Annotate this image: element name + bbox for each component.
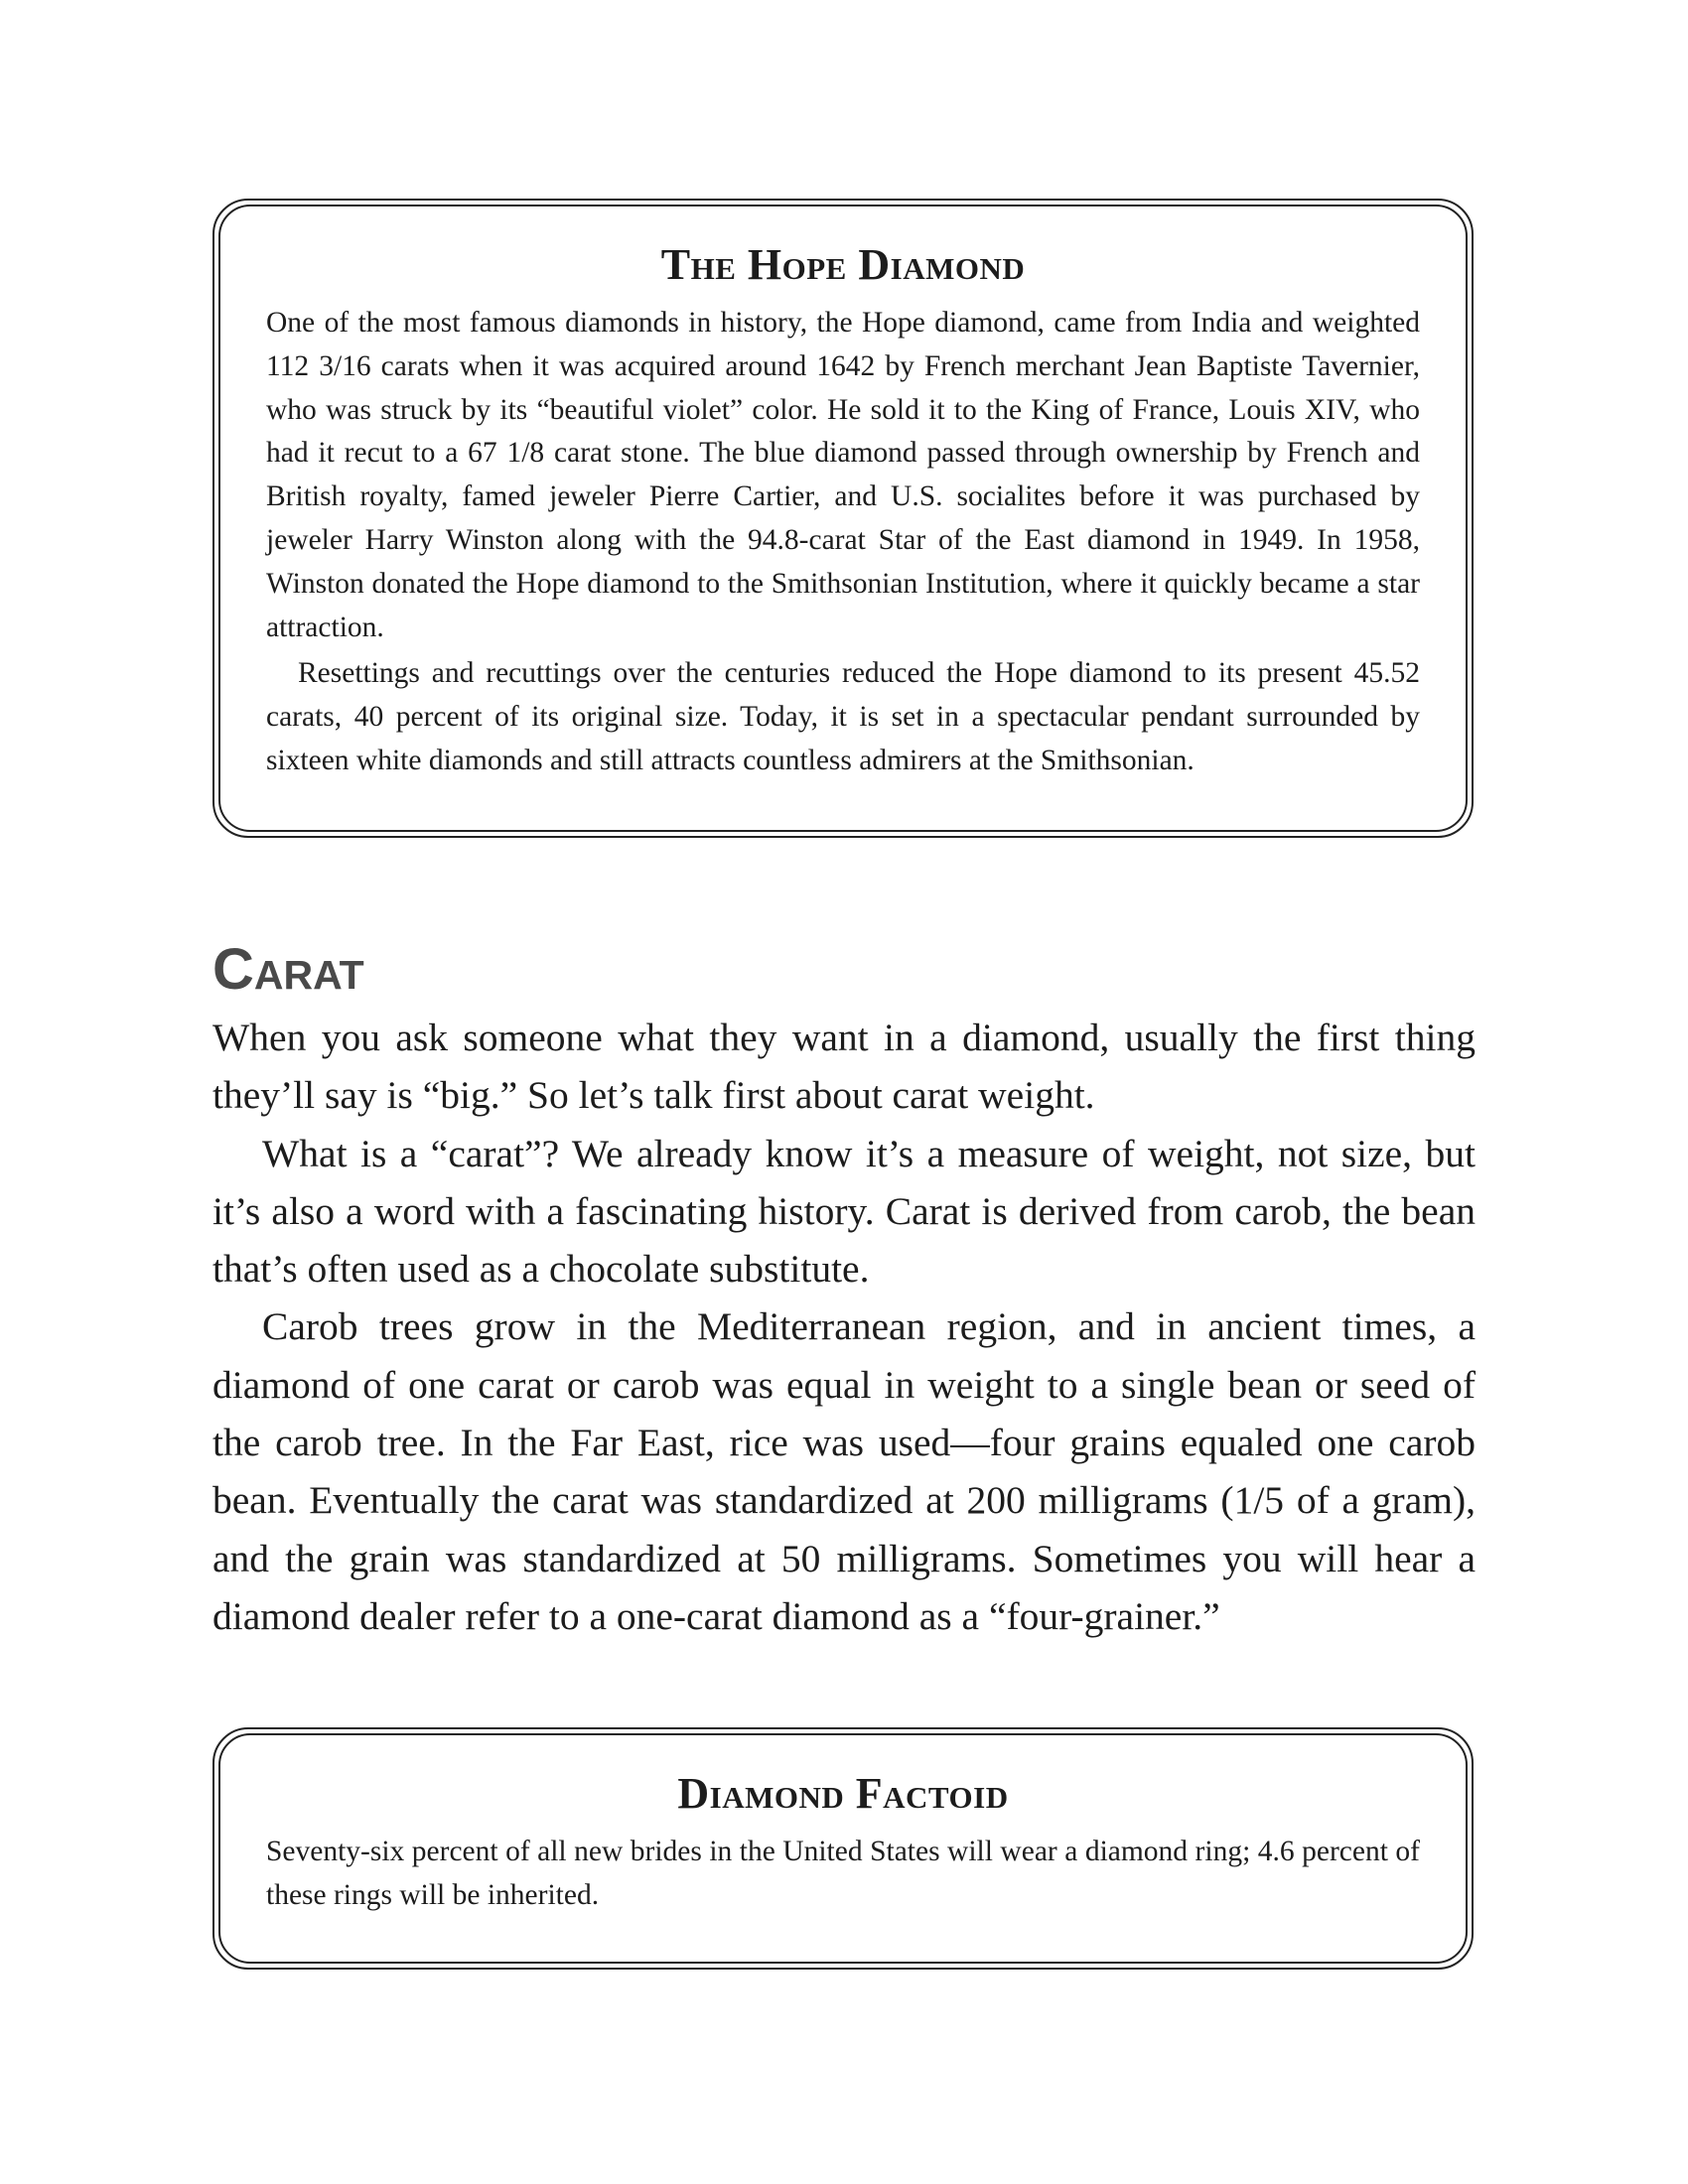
hope-diamond-sidebar-inner bbox=[218, 205, 1468, 832]
diamond-factoid-sidebar bbox=[212, 1727, 1474, 1970]
carat-paragraph-3: Carob trees grow in the Mediterranean region, and in ancient times, a diamond of one carat or carob was equal in weight to a single bean or seed of the carob tree. In the Far East, rice was used—four grains equaled one carob bean. Eventually the carat was standardized at 200 milligrams (1/5 of a gram), and the grain was standardized at 50 milligrams. Sometimes you will hear a diamond dealer refer to a one-carat diamond as a “four-grainer.” bbox=[212, 1304, 1476, 1638]
hope-diamond-sidebar bbox=[212, 199, 1474, 838]
carat-section-heading: Carat bbox=[212, 937, 364, 1002]
hope-diamond-paragraph-1: One of the most famous diamonds in history, the Hope diamond, came from India and weighted 112 3/16 carats when it was acquired around 1642 by French merchant Jean Baptiste Tavernier, who was struck by its “beautiful violet” color. He sold it to the King of France, Louis XIV, who had it recut to a 67 1/8 carat stone. The blue diamond passed through ownership by French and British royalty, famed jeweler Pierre Cartier, and U.S. socialites before it was purchased by jeweler Harry Winston along with the 94.8-carat Star of the East diamond in 1949. In 1958, Winston donated the Hope diamond to the Smithsonian Institution, where it quickly became a star attraction. bbox=[266, 307, 1420, 643]
hope-diamond-paragraph-2: Resettings and recuttings over the centuries reduced the Hope diamond to its present 45.52 carats, 40 percent of its original size. Today, it is set in a spectacular pendant surrounded by sixteen white diamonds and still attracts countless admirers at the Smithsonian. bbox=[266, 657, 1420, 776]
diamond-factoid-title: Diamond Factoid bbox=[677, 1769, 1009, 1818]
carat-paragraph-1: When you ask someone what they want in a diamond, usually the first thing they’ll say is “big.” So let’s talk first about carat weight. bbox=[212, 1016, 1476, 1118]
diamond-factoid-text: Seventy-six percent of all new brides in the United States will wear a diamond ring; 4.6 percent of these rings will be inherited. bbox=[266, 1836, 1420, 1911]
carat-paragraph-2: What is a “carat”? We already know it’s a measure of weight, not size, but it’s also a word with a fascinating history. Carat is derived from carob, the bean that’s often used as a chocolate substitute. bbox=[212, 1131, 1476, 1292]
carat-body bbox=[212, 1009, 1476, 1645]
hope-diamond-title: The Hope Diamond bbox=[660, 240, 1026, 289]
diamond-factoid-sidebar-inner bbox=[218, 1733, 1468, 1964]
